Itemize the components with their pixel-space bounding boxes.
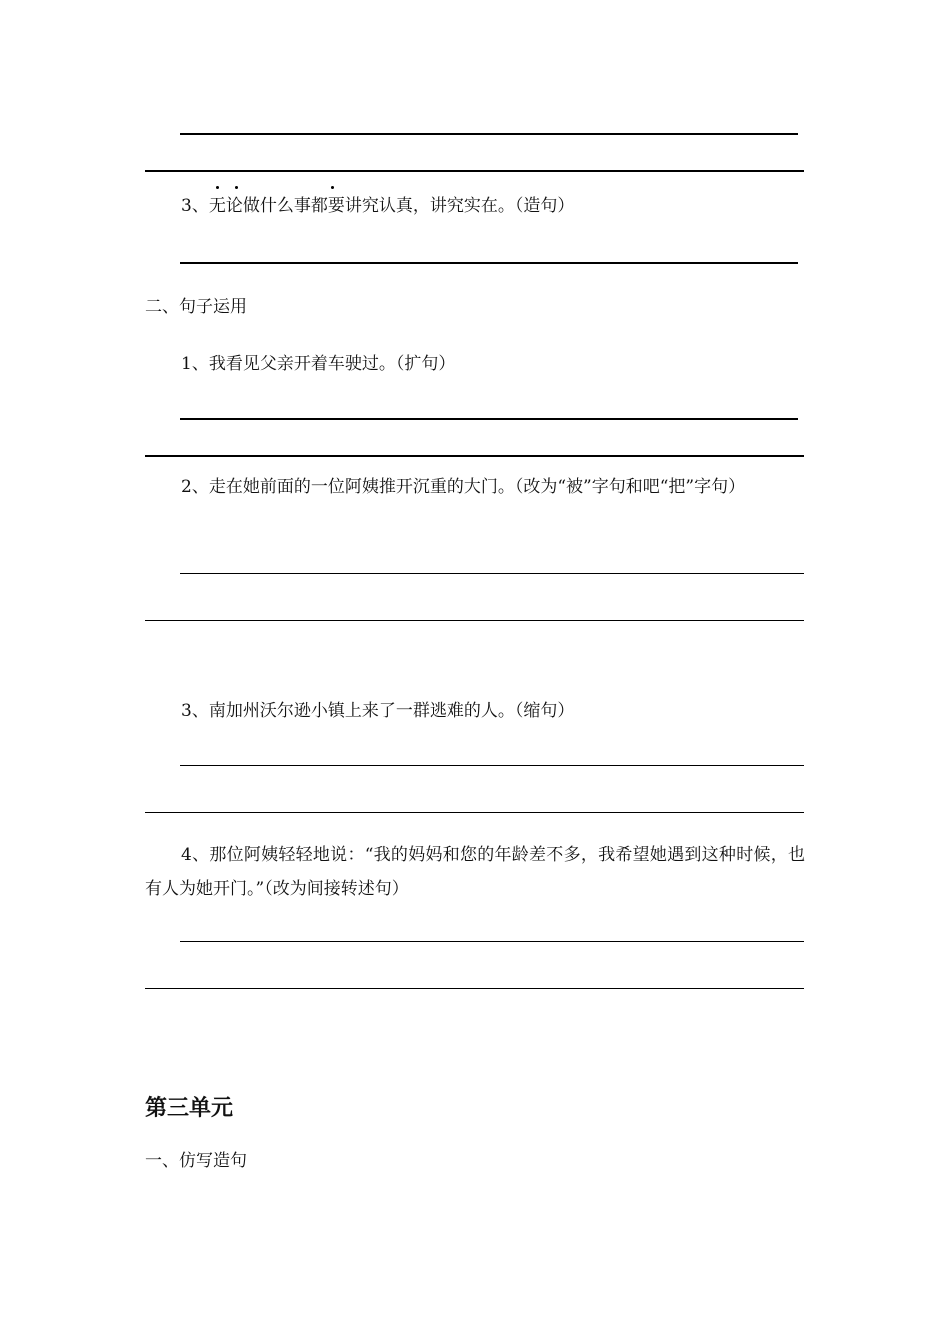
question-text: 4、那位阿姨轻轻地说：“我的妈妈和您的年龄差不多，我希望她遇到这种时候，也有人为她开门。”（改为间接转述句） bbox=[145, 845, 805, 899]
answer-line bbox=[145, 455, 804, 457]
emphasis-dot bbox=[235, 186, 238, 189]
answer-line bbox=[180, 765, 804, 766]
answer-line bbox=[180, 262, 798, 264]
question-text: 2、走在她前面的一位阿姨推开沉重的大门。（改为“被”字句和吧“把”字句） bbox=[181, 477, 746, 497]
emphasis-dot bbox=[216, 186, 219, 189]
question-text: 3、无论做什么事都要讲究认真，讲究实在。（造句） bbox=[181, 196, 575, 216]
section-title: 一、仿写造句 bbox=[145, 1151, 247, 1171]
unit-heading: 第三单元 bbox=[145, 1096, 234, 1121]
section-title: 二、句子运用 bbox=[145, 297, 247, 317]
answer-line bbox=[180, 941, 804, 942]
answer-line bbox=[180, 418, 798, 420]
answer-line bbox=[180, 573, 804, 574]
answer-line bbox=[145, 170, 804, 172]
question-text: 1、我看见父亲开着车驶过。（扩句） bbox=[181, 354, 456, 374]
question-text: 3、南加州沃尔逊小镇上来了一群逃难的人。（缩句） bbox=[181, 701, 575, 721]
answer-line bbox=[180, 133, 798, 135]
answer-line bbox=[145, 988, 804, 989]
answer-line bbox=[145, 812, 804, 813]
emphasis-dot bbox=[331, 186, 334, 189]
answer-line bbox=[145, 620, 804, 621]
